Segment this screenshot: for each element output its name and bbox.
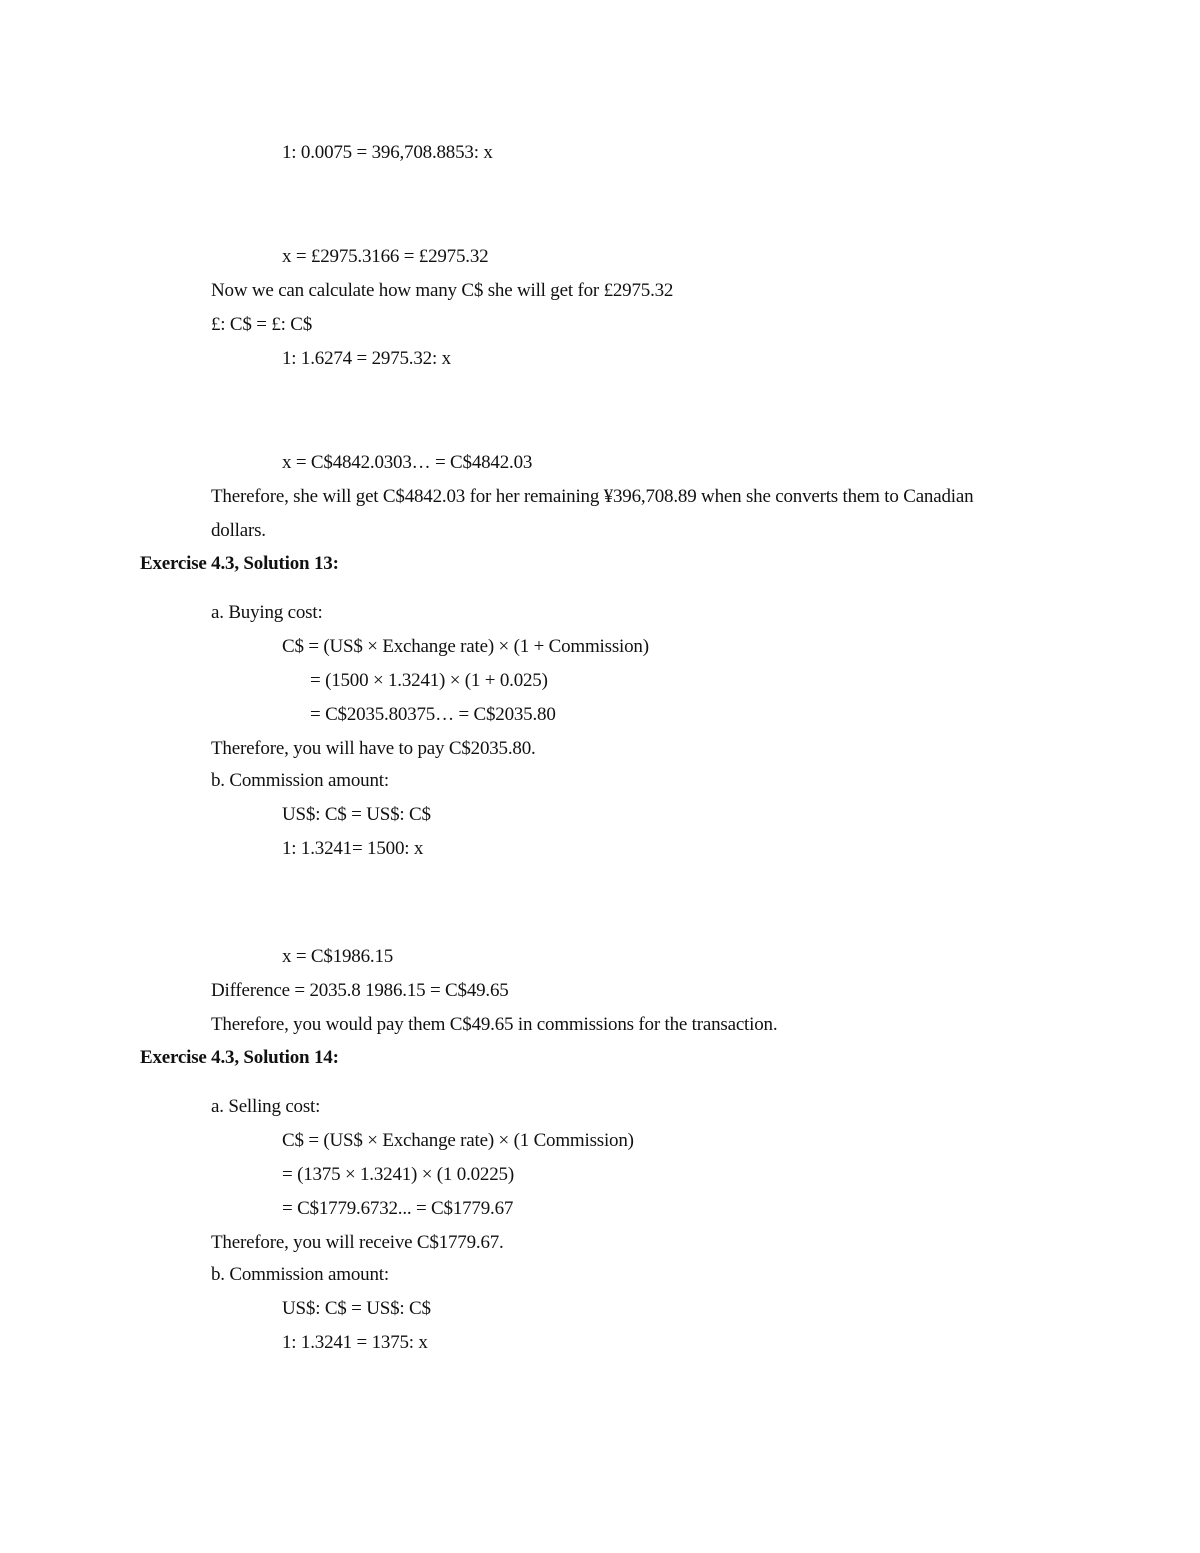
ratio-equation-usd-cad: 1: 1.3241= 1500: x: [282, 838, 424, 859]
difference-line: Difference = 2035.8 1986.15 = C$49.65: [211, 980, 509, 1001]
ratio-equation-pound-cad: 1: 1.6274 = 2975.32: x: [282, 348, 451, 369]
conclusion-text-continued: dollars.: [211, 520, 266, 541]
formula-substitution: = (1500 × 1.3241) × (1 + 0.025): [310, 670, 548, 691]
formula-result: = C$1779.6732... = C$1779.67: [282, 1198, 514, 1219]
formula-line: C$ = (US$ × Exchange rate) × (1 + Commission): [282, 636, 649, 657]
conclusion-text: Therefore, she will get C$4842.03 for her remaining ¥396,708.89 when she converts them to Canadian: [211, 486, 974, 507]
formula-line: C$ = (US$ × Exchange rate) × (1 Commission): [282, 1130, 634, 1151]
conclusion-text: Therefore, you will receive C$1779.67.: [211, 1232, 504, 1253]
conclusion-text: Therefore, you would pay them C$49.65 in commissions for the transaction.: [211, 1014, 778, 1035]
result-pound-amount: x = £2975.3166 = £2975.32: [282, 246, 489, 267]
ratio-header-usd-cad: US$: C$ = US$: C$: [282, 1298, 431, 1319]
formula-result: = C$2035.80375… = C$2035.80: [310, 704, 556, 725]
conclusion-text: Therefore, you will have to pay C$2035.80.: [211, 738, 536, 759]
result-cad-amount: x = C$1986.15: [282, 946, 394, 967]
ratio-equation-yen-pound: 1: 0.0075 = 396,708.8853: x: [282, 142, 493, 163]
part-a-label: a. Selling cost:: [211, 1096, 321, 1117]
exercise-heading-13: Exercise 4.3, Solution 13:: [140, 553, 339, 574]
part-a-label: a. Buying cost:: [211, 602, 323, 623]
text-line: Now we can calculate how many C$ she will get for £2975.32: [211, 280, 674, 301]
result-cad-amount: x = C$4842.0303… = C$4842.03: [282, 452, 533, 473]
ratio-header-usd-cad: US$: C$ = US$: C$: [282, 804, 431, 825]
part-b-label: b. Commission amount:: [211, 770, 389, 791]
part-b-label: b. Commission amount:: [211, 1264, 389, 1285]
formula-substitution: = (1375 × 1.3241) × (1 0.0225): [282, 1164, 514, 1185]
ratio-header-pound-cad: £: C$ = £: C$: [211, 314, 313, 335]
exercise-heading-14: Exercise 4.3, Solution 14:: [140, 1047, 339, 1068]
ratio-equation-usd-cad: 1: 1.3241 = 1375: x: [282, 1332, 428, 1353]
